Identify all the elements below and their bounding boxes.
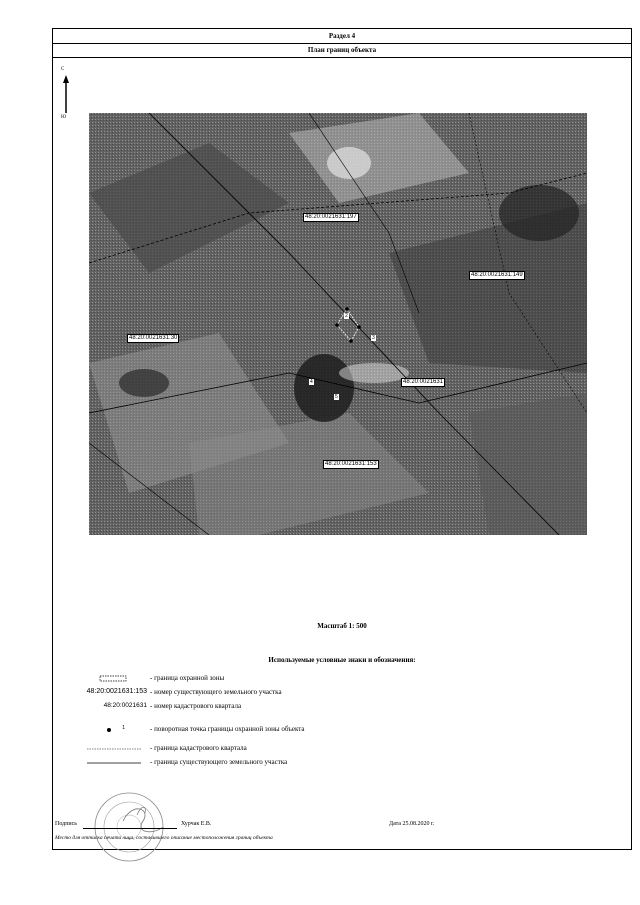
lot-label: 48:20:0021631:197 — [305, 214, 357, 220]
legend-text: - граница кадастрового квартала — [150, 744, 247, 752]
legend-title: Используемые условные знаки и обозначения: — [268, 656, 416, 664]
legend-text: - поворотная точка границы охранной зоны объекта — [150, 725, 305, 733]
lot-label: 48:20:0021631:30 — [129, 335, 178, 341]
lot-label: 48:20:0021631:153 — [325, 461, 377, 467]
south-label: Ю — [61, 115, 67, 120]
point-label: 5 — [335, 394, 338, 400]
signature-label: Подпись — [55, 821, 78, 827]
seal-stamp — [93, 791, 165, 863]
lot-number-symbol: 48:20:0021631:153 — [86, 688, 147, 695]
signature-name: Хурчак Е.В. — [181, 821, 212, 827]
quarter-number-symbol: 48:20:0021631 — [103, 702, 147, 709]
north-label: С — [61, 67, 65, 72]
map-scale: Масштаб 1: 500 — [317, 622, 367, 630]
north-arrow — [59, 67, 73, 123]
aerial-photo-map — [89, 113, 587, 535]
legend-row — [53, 688, 631, 700]
legend-row — [53, 744, 631, 756]
document-frame: Раздел 4 План границ объекта С Ю 48:20:0021631:197 48:20:0021631:149 48:20:0021631:30 48:20:0021631 48:20:0021631:153 2 3 4 5 Масштаб 1: 500 Используемые условные знаки и обозначения: - граница охранной зоны 48:20:0021631:153 - номер существующего земельного участка 48:20:0021631 - номер кадастрового квартала 1 - поворотная точка границы охранной зоны объекта - граница кадастрового квартала - граница существующего земельного участка Подпись Хурчак Е.В. Дата 25.08.2020 г. Место для оттиска печати лица, составившего описание местоположения границ объекта — [52, 28, 632, 850]
legend-row — [53, 702, 631, 714]
point-symbol-label: 1 — [122, 725, 125, 731]
legend-row — [53, 758, 631, 770]
point-label: 3 — [372, 335, 375, 341]
legend-row — [53, 725, 631, 737]
signature-date: Дата 25.08.2020 г. — [389, 821, 435, 827]
legend-row — [53, 674, 631, 686]
legend-text: - номер существующего земельного участка — [150, 688, 282, 696]
legend-text: - граница существующего земельного участка — [150, 758, 288, 766]
point-label: 2 — [345, 313, 348, 319]
legend-text: - граница охранной зоны — [150, 674, 225, 682]
legend-text: - номер кадастрового квартала — [150, 702, 242, 710]
point-label: 4 — [310, 379, 313, 385]
lot-label: 48:20:0021631:149 — [471, 272, 523, 278]
plan-title: План границ объекта — [53, 43, 631, 58]
section-header: Раздел 4 — [53, 29, 631, 44]
cadastral-quarter-label: 48:20:0021631 — [403, 379, 444, 385]
